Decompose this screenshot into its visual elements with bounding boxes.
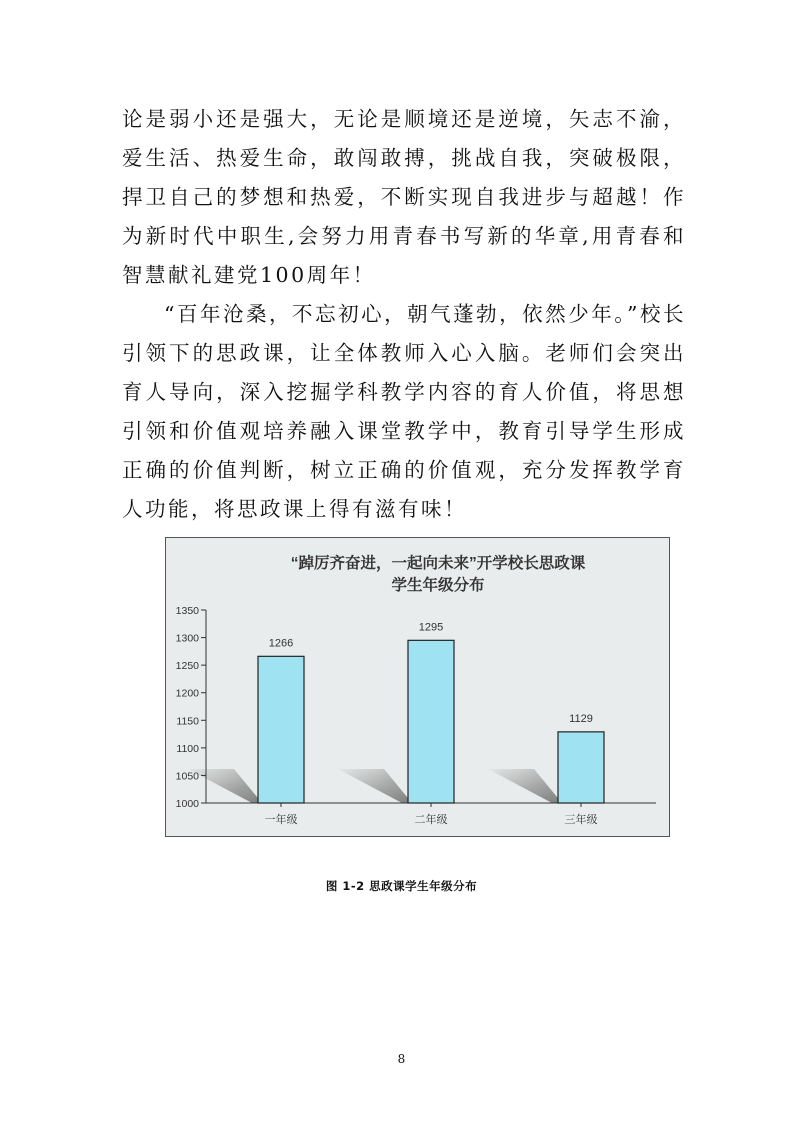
paragraph-1: 论是弱小还是强大，无论是顺境还是逆境，矢志不渝，爱生活、热爱生命，敢闯敢搏，挑战自我，突破极限，捍卫自己的梦想和热爱，不断实现自我进步与超越！作为新时代中职生,会努力用青春书写新的华章,用青春和智慧献礼建党100周年！ <box>122 107 686 287</box>
y-axis <box>176 605 206 810</box>
bar-2 <box>558 732 604 803</box>
x-tick-label-1: 二年级 <box>414 813 448 826</box>
y-tick-label-3: 1150 <box>176 715 199 728</box>
bar-shadow-2 <box>488 769 562 803</box>
bar-shadow-0 <box>188 769 262 803</box>
paragraph-2: “百年沧桑，不忘初心，朝气蓬勃，依然少年。”校长引领下的思政课，让全体教师入心入脑。老师们会突出育人导向，深入挖掘学科教学内容的育人价值，将思想引领和价值观培养融入课堂教学中，教育引导学生形成正确的价值判断，树立正确的价值观，充分发挥教学育人功能，将思政课上得有滋有味！ <box>122 302 686 521</box>
figure-caption: 图 1-2 思政课学生年级分布 <box>325 879 478 893</box>
x-axis <box>206 803 656 826</box>
bar-0 <box>258 656 304 803</box>
y-tick-label-4: 1200 <box>175 687 199 700</box>
y-tick-label-5: 1250 <box>175 660 199 673</box>
grade-distribution-chart <box>165 537 670 837</box>
bar-shadow-1 <box>338 769 412 803</box>
bar-shadows <box>188 769 562 803</box>
data-label-1: 1295 <box>418 621 444 634</box>
chart-canvas <box>166 538 671 838</box>
chart-subtitle: 学生年级分布 <box>391 577 485 594</box>
y-tick-label-2: 1100 <box>176 742 199 755</box>
y-tick-label-0: 1000 <box>175 798 199 810</box>
bars <box>258 621 604 803</box>
body-text <box>122 100 686 529</box>
y-tick-label-1: 1050 <box>175 770 199 783</box>
chart-title: “踔厉齐奋进，一起向未来”开学校长思政课 <box>290 555 586 572</box>
y-tick-label-6: 1300 <box>175 632 199 645</box>
x-tick-label-2: 三年级 <box>564 813 598 826</box>
y-tick-label-7: 1350 <box>175 605 199 617</box>
data-label-0: 1266 <box>268 637 294 650</box>
page-number: 8 <box>397 1052 406 1066</box>
data-label-2: 1129 <box>569 712 593 725</box>
x-tick-label-0: 一年级 <box>264 813 298 826</box>
bar-1 <box>408 640 454 803</box>
